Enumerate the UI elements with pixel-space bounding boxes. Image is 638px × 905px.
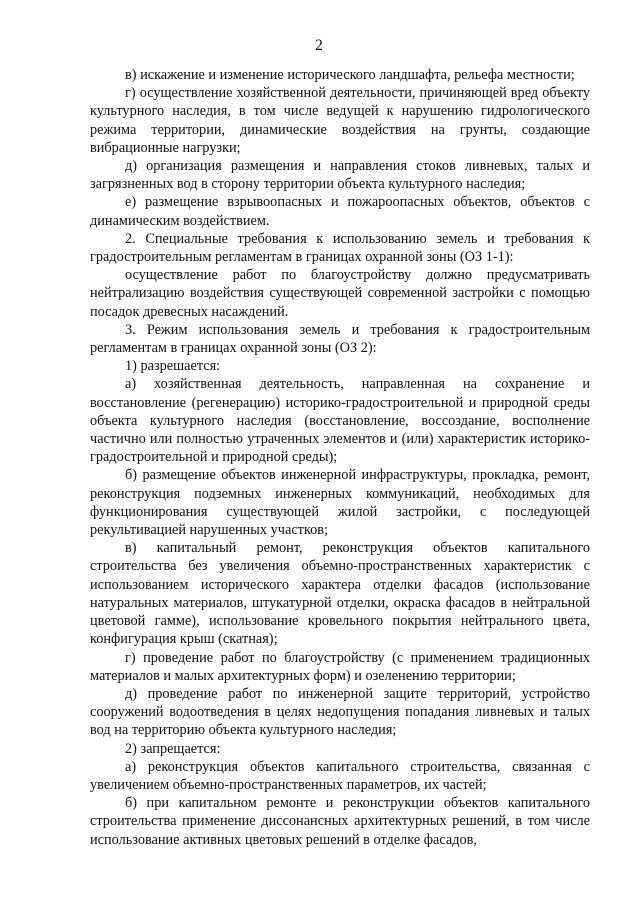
section-3-heading: 3. Режим использования земель и требования к градостроительным регламентам в границах охранной зоны (ОЗ 2): — [90, 321, 590, 357]
forbidden-item-a: а) реконструкция объектов капитального строительства, связанная с увеличением объемно-пространственных параметров, их частей; — [90, 758, 590, 793]
paragraph-e-hazardous-objects: е) размещение взрывоопасных и пожароопасных объектов, объектов с динамическим воздействием. — [90, 194, 590, 229]
subsection-allowed: 1) разрешается: — [125, 358, 221, 375]
allowed-item-a: а) хозяйственная деятельность, направленная на сохранение и восстановление (регенерацию) историко-градостроительной и природной среды объекта культурного наследия (восстановление, воссоздание, восполнение частично или полностью утраченных элементов и (или) характеристик историко-градостроительной и природной среды); — [90, 376, 590, 466]
allowed-item-b: б) размещение объектов инженерной инфраструктуры, прокладка, ремонт, реконструкция подземных инженерных коммуникаций, необходимых для функционирования существующей жилой застройки, с последующей рекультивацией нарушенных участков; — [90, 467, 590, 539]
paragraph-landscaping-requirement: осуществление работ по благоустройству должно предусматривать нейтрализацию воздействия существующей современной застройки с помощью посадок древесных насаждений. — [90, 267, 590, 320]
page-number: 2 — [315, 37, 323, 54]
section-2-heading: 2. Специальные требования к использованию земель и требования к градостроительным регламентам в границах охранной зоны (ОЗ 1-1): — [90, 230, 590, 266]
paragraph-d-drainage: д) организация размещения и направления стоков ливневых, талых и загрязненных вод в сторону территории объекта культурного наследия; — [90, 158, 590, 193]
allowed-item-g: г) проведение работ по благоустройству (с применением традиционных материалов и малых архитектурных форм) и озеленению территории; — [90, 649, 590, 684]
document-body — [90, 66, 590, 849]
subsection-forbidden: 2) запрещается: — [125, 740, 221, 757]
paragraph-v-landscape: в) искажение и изменение исторического ландшафта, рельефа местности; — [125, 67, 575, 83]
allowed-item-v: в) капитальный ремонт, реконструкция объектов капитального строительства без увеличения объемно-пространственных характеристик с использованием исторического характера отделки фасадов (использование натуральных материалов, штукатурной отделки, окраска фасадов в нейтральной цветовой гамме), использование кровельного покрытия нейтрального цвета, конфигурация крыш (скатная); — [90, 540, 590, 648]
allowed-item-d: д) проведение работ по инженерной защите территорий, устройство сооружений водоотведения в целях недопущения попадания ливневых и талых вод на территорию объекта культурного наследия; — [90, 685, 590, 739]
paragraph-g-economic-activity: г) осуществление хозяйственной деятельности, причиняющей вред объекту культурного наследия, в том числе ведущей к нарушению гидрологического режима территории, динамические воздействия на грунты, создающие вибрационные нагрузки; — [90, 85, 590, 156]
forbidden-item-b: б) при капитальном ремонте и реконструкции объектов капитального строительства применение диссонансных архитектурных решений, в том числе использование активных цветовых решений в отделке фасадов, — [90, 795, 590, 848]
